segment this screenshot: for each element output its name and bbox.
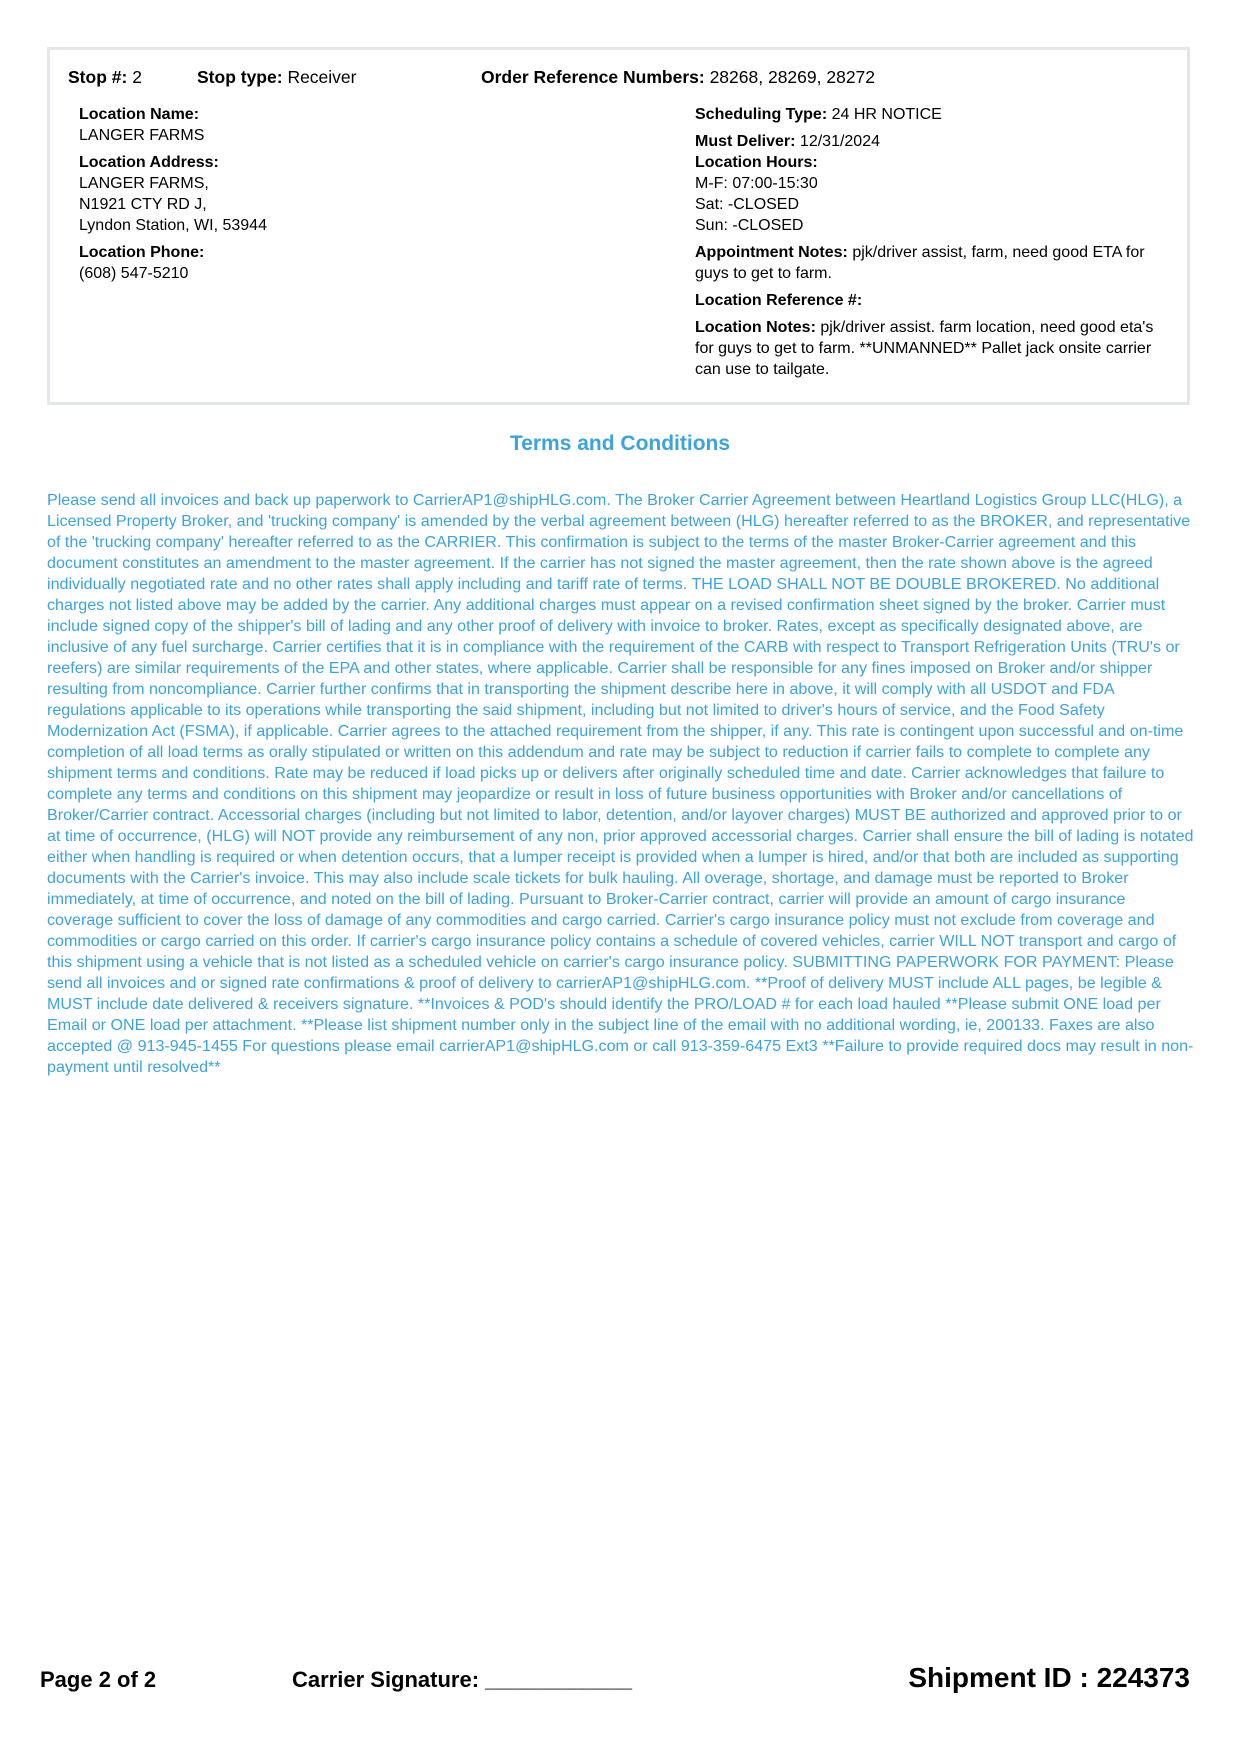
order-refs-label: Order Reference Numbers: bbox=[481, 67, 705, 87]
location-name-block bbox=[79, 104, 639, 146]
stop-type-value: Receiver bbox=[287, 67, 357, 87]
location-name-value: LANGER FARMS bbox=[79, 127, 205, 144]
location-reference-label: Location Reference #: bbox=[695, 292, 863, 309]
page-number: Page 2 of 2 bbox=[40, 1667, 157, 1692]
appointment-notes-value: pjk/driver assist, farm, need good ETA for guys to get to farm. bbox=[695, 244, 1145, 282]
location-address-block bbox=[79, 152, 639, 236]
schedule-column bbox=[695, 104, 1175, 386]
location-phone-label: Location Phone: bbox=[79, 244, 205, 261]
terms-body: Please send all invoices and back up paperwork to CarrierAP1@shipHLG.com. The Broker Carrier Agreement between Heartland Logistics Group LLC(HLG), a Licensed Property Broker, and 'trucking company' is amended by the verbal agreement between (HLG) hereafter referred to as the BROKER, and representative of the 'trucking company' hereafter referred to as the CARRIER. This confirmation is subject to the terms of the master Broker-Carrier agreement and this document constitutes an amendment to the master agreement. If the carrier has not signed the master agreement, then the rate shown above is the agreed individually negotiated rate and no other rates shall apply including and tariff rate of terms. THE LOAD SHALL NOT BE DOUBLE BROKERED. No additional charges not listed above may be added by the carrier. Any additional charges must appear on a revised confirmation sheet signed by the broker. Carrier must include signed copy of the shipper's bill of lading and any other proof of delivery with invoice to broker. Rates, except as specifically designated above, are inclusive of any fuel surcharge. Carrier certifies that it is in compliance with the requirement of the CARB with respect to Transport Refrigeration Units (TRU's or reefers) are similar requirements of the EPA and other states, where applicable. Carrier shall be responsible for any fines imposed on Broker and/or shipper resulting from noncompliance. Carrier further confirms that in transporting the shipment describe here in above, it will comply with all USDOT and FDA regulations applicable to its operations while transporting the said shipment, including but not limited to driver's hours of service, and the Food Safety Modernization Act (FSMA), if applicable. Carrier agrees to the attached requirement from the shipper, if any. This rate is contingent upon successful and on-time completion of all load terms as orally stipulated or written on this addendum and rate may be subject to reduction if carrier fails to complete to complete any shipment terms and conditions. Rate may be reduced if load picks up or delivers after originally scheduled time and date. Carrier acknowledges that failure to complete any terms and conditions on this shipment may jeopardize or result in loss of future business opportunities with Broker and/or cancellations of Broker/Carrier contract. Accessorial charges (including but not limited to labor, detention, and/or layover charges) MUST BE authorized and approved prior to or at time of occurrence, (HLG) will NOT provide any reimbursement of any non, prior approved accessorial charges. Carrier shall ensure the bill of lading is notated either when handling is required or when detention occurs, that a lumper receipt is provided when a lumper is hired, and/or that both are included as supporting documents with the Carrier's invoice. This may also include scale tickets for bulk hauling. All overage, shortage, and damage must be reported to Broker immediately, at time of occurrence, and noted on the bill of lading. Pursuant to Broker-Carrier contract, carrier will provide an amount of cargo insurance coverage sufficient to cover the loss of damage of any commodities and cargo carried. Carrier's cargo insurance policy must not exclude from coverage and commodities or cargo carried on this order. If carrier's cargo insurance policy contains a schedule of covered vehicles, carrier WILL NOT transport and cargo of this shipment using a vehicle that is not listed as a scheduled vehicle on carrier's cargo insurance policy. SUBMITTING PAPERWORK FOR PAYMENT: Please send all invoices and or signed rate confirmations & proof of delivery to carrierAP1@shipHLG.com. **Proof of delivery MUST include ALL pages, be legible & MUST include date delivered & receivers signature. **Invoices & POD's should identify the PRO/LOAD # for each load hauled **Please submit ONE load per Email or ONE load per attachment. **Please list shipment number only in the subject line of the email with no additional wording, ie, 200133. Faxes are also accepted @ 913-945-1455 For questions please email carrierAP1@shipHLG.com or call 913-359-6475 Ext3 **Failure to provide required docs may result in non-payment until resolved** bbox=[47, 491, 1194, 1076]
hours-line: M-F: 07:00-15:30 bbox=[695, 175, 818, 192]
stop-details-box bbox=[47, 47, 1190, 405]
stop-number-label: Stop #: bbox=[68, 67, 128, 87]
location-address-label: Location Address: bbox=[79, 154, 219, 171]
location-reference bbox=[695, 290, 1175, 311]
location-name-label: Location Name: bbox=[79, 106, 200, 123]
stop-type bbox=[197, 67, 357, 88]
address-line: N1921 CTY RD J, bbox=[79, 196, 207, 213]
stop-number-value: 2 bbox=[132, 67, 142, 87]
address-line: Lyndon Station, WI, 53944 bbox=[79, 217, 267, 234]
must-deliver bbox=[695, 131, 1175, 152]
stop-number bbox=[68, 67, 142, 88]
location-notes-label: Location Notes: bbox=[695, 319, 816, 336]
scheduling-type-value: 24 HR NOTICE bbox=[831, 106, 942, 123]
location-notes-value: pjk/driver assist. farm location, need good eta's for guys to get to farm. **UNMANNED** Pallet jack onsite carrier can use to tailgate. bbox=[695, 319, 1154, 378]
hours-line: Sun: -CLOSED bbox=[695, 217, 804, 234]
location-hours-label: Location Hours: bbox=[695, 154, 818, 171]
must-deliver-value: 12/31/2024 bbox=[799, 133, 880, 150]
address-line: LANGER FARMS, bbox=[79, 175, 209, 192]
location-phone-block bbox=[79, 242, 639, 284]
must-deliver-label: Must Deliver: bbox=[695, 133, 796, 150]
shipment-id: Shipment ID : 224373 bbox=[908, 1662, 1190, 1693]
scheduling-type-label: Scheduling Type: bbox=[695, 106, 828, 123]
location-notes bbox=[695, 317, 1175, 380]
carrier-signature: Carrier Signature: ____________ bbox=[292, 1667, 632, 1692]
terms-title: Terms and Conditions bbox=[509, 432, 731, 455]
location-column bbox=[79, 104, 639, 290]
appointment-notes-label: Appointment Notes: bbox=[695, 244, 848, 261]
order-reference-numbers bbox=[481, 67, 875, 88]
location-phone-value: (608) 547-5210 bbox=[79, 265, 189, 282]
scheduling-type bbox=[695, 104, 1175, 125]
stop-type-label: Stop type: bbox=[197, 67, 283, 87]
hours-line: Sat: -CLOSED bbox=[695, 196, 800, 213]
order-refs-value: 28268, 28269, 28272 bbox=[709, 67, 876, 87]
location-hours-block bbox=[695, 152, 1175, 236]
appointment-notes bbox=[695, 242, 1175, 284]
